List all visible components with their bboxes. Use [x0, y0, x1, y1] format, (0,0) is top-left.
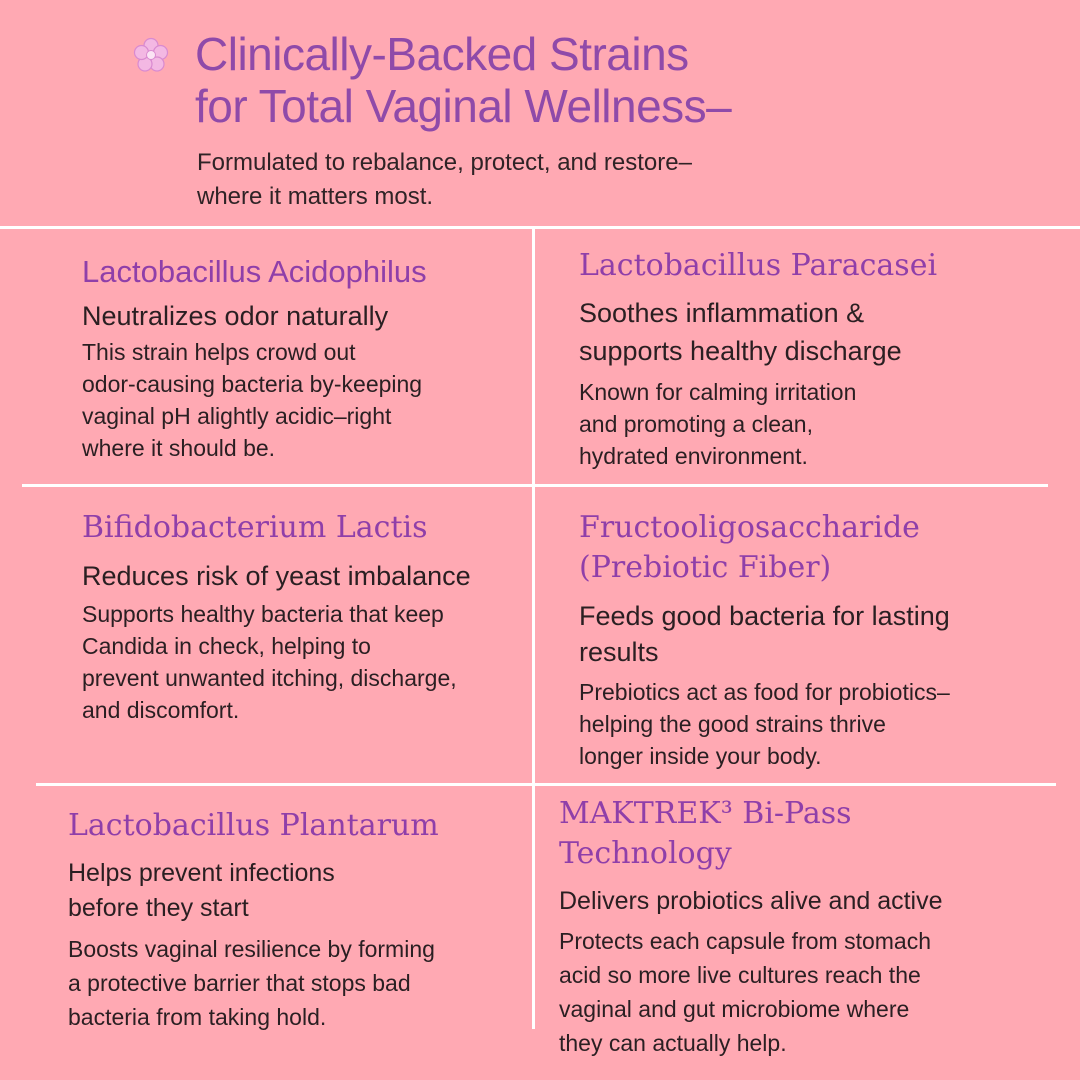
subtitle-line-1: Formulated to rebalance, protect, and restore– [197, 149, 692, 176]
strain-name: Lactobacillus Acidophilus [82, 254, 427, 289]
divider-bottom [36, 783, 1056, 786]
strain-name-line: Fructooligosaccharide [579, 510, 920, 545]
strain-benefit-line: before they start [68, 894, 249, 922]
strain-description-line: bacteria from taking hold. [68, 1004, 327, 1030]
strain-card-prebiotic [579, 508, 1049, 772]
strain-description-line: and promoting a clean, [579, 411, 813, 437]
strain-name-line: Technology [559, 836, 732, 871]
strain-description-line: Prebiotics act as food for probiotics– [579, 679, 950, 705]
strain-description-line: Supports healthy bacteria that keep [82, 601, 444, 627]
strain-description-line: acid so more live cultures reach the [559, 962, 921, 988]
page-title [195, 28, 731, 132]
strain-description-line: This strain helps crowd out [82, 339, 356, 365]
strain-benefit-line: Feeds good bacteria for lasting [579, 601, 950, 631]
strain-name: Lactobacillus Plantarum [68, 808, 439, 843]
strain-benefit: Delivers probiotics alive and active [559, 887, 943, 915]
strain-description-line: they can actually help. [559, 1030, 787, 1056]
page-subtitle [197, 146, 692, 214]
subtitle-line-2: where it matters most. [197, 183, 434, 210]
strain-card-maktrek [559, 794, 1049, 1060]
strain-card-paracasei [579, 246, 1049, 472]
header [0, 0, 1080, 228]
title-line-2: for Total Vaginal Wellness– [195, 80, 732, 132]
strain-description-line: where it should be. [82, 435, 276, 461]
strain-name-line: (Prebiotic Fiber) [579, 550, 832, 585]
divider-middle [22, 484, 1048, 487]
strain-card-acidophilus [82, 252, 522, 464]
strain-description-line: hydrated environment. [579, 443, 808, 469]
strain-name: Lactobacillus Paracasei [579, 248, 938, 283]
strain-benefit: Neutralizes odor naturally [82, 301, 389, 331]
strain-description-line: odor-causing bacteria by-keeping [82, 371, 423, 397]
strain-description-line: a protective barrier that stops bad [68, 970, 411, 996]
divider-vertical [532, 229, 535, 1029]
strain-name-line: MAKTREK³ Bi-Pass [559, 796, 852, 831]
strain-description-line: longer inside your body. [579, 743, 822, 769]
strain-description-line: Boosts vaginal resilience by forming [68, 936, 435, 962]
strain-benefit: Reduces risk of yeast imbalance [82, 561, 471, 591]
strain-description-line: Protects each capsule from stomach [559, 928, 931, 954]
title-line-1: Clinically-Backed Strains [195, 28, 689, 80]
divider-top [0, 226, 1080, 229]
strain-name: Bifidobacterium Lactis [82, 510, 428, 545]
flower-icon [133, 37, 169, 73]
strain-description-line: Candida in check, helping to [82, 633, 371, 659]
strain-description-line: vaginal and gut microbiome where [559, 996, 910, 1022]
strain-description-line: Known for calming irritation [579, 379, 857, 405]
strain-card-lactis [82, 508, 527, 726]
strain-description-line: vaginal pH alightly acidic–right [82, 403, 392, 429]
strain-benefit-line: supports healthy discharge [579, 336, 902, 366]
strain-description-line: prevent unwanted itching, discharge, [82, 665, 457, 691]
strain-benefit-line: Helps prevent infections [68, 859, 335, 887]
strain-benefit-line: results [579, 637, 659, 667]
strain-card-plantarum [68, 806, 523, 1034]
strain-benefit-line: Soothes inflammation & [579, 298, 865, 328]
strain-description-line: helping the good strains thrive [579, 711, 886, 737]
strain-description-line: and discomfort. [82, 697, 240, 723]
